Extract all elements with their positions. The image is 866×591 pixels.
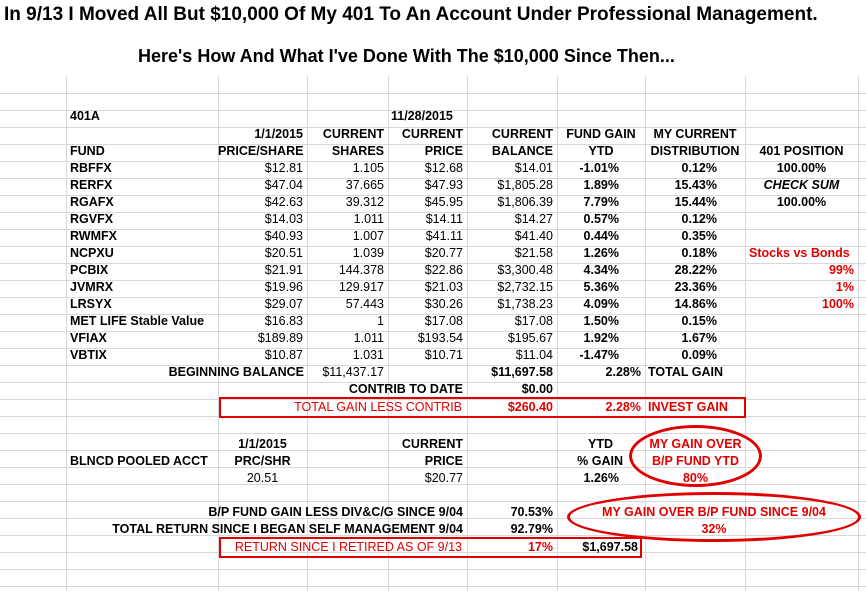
pooled-gain-value: 1.26% (583, 471, 619, 485)
cell-fund: MET LIFE Stable Value (70, 314, 205, 328)
cell-start: $40.93 (264, 229, 303, 243)
page-subtitle: Here's How And What I've Done With The $10,000 Since Then... (138, 46, 675, 66)
cell-shares: 1.031 (352, 348, 384, 362)
beginning-balance-value: $11,437.17 (322, 365, 384, 379)
total-return-label: TOTAL RETURN SINCE I BEGAN SELF MANAGEMENT 9/04 (112, 522, 463, 536)
cell-price: $17.08 (424, 314, 463, 328)
cell-shares: 39.312 (345, 195, 384, 209)
cell-gain: 7.79% (583, 195, 619, 209)
cell-shares: 1.007 (352, 229, 384, 243)
cell-shares: 1.039 (352, 246, 384, 260)
beginning-balance-label: BEGINNING BALANCE (168, 365, 304, 379)
col-price-header-2: PRICE (424, 144, 463, 158)
cell-fund: VFIAX (70, 331, 107, 345)
bonds-pct: 1% (835, 280, 854, 294)
cell-balance: $11.04 (515, 348, 553, 362)
cell-start: $19.96 (264, 280, 303, 294)
cell-shares: 57.443 (345, 297, 384, 311)
cell-start: $29.07 (264, 297, 303, 311)
cell-gain: -1.47% (579, 348, 619, 362)
col-dist-header-1: MY CURRENT (653, 127, 737, 141)
cell-start: $16.83 (264, 314, 303, 328)
pooled-prc-shr: PRC/SHR (234, 454, 291, 468)
cell-balance: $1,806.39 (497, 195, 553, 209)
contrib-value: $0.00 (521, 382, 553, 396)
cell-gain: 5.36% (583, 280, 619, 294)
cell-price: $47.93 (424, 178, 463, 192)
cell-dist: 0.18% (681, 246, 717, 260)
cell-dist: 0.12% (681, 161, 717, 175)
bp-gain-value: 70.53% (510, 505, 553, 519)
pooled-start-value: 20.51 (246, 471, 279, 485)
cell-gain: 4.34% (583, 263, 619, 277)
cell-shares: 1 (377, 314, 384, 328)
cell-dist: 0.09% (681, 348, 717, 362)
cell-start: $189.89 (257, 331, 303, 345)
cell-balance: $1,805.28 (497, 178, 553, 192)
retired-value: $1,697.58 (582, 540, 638, 554)
cell-price: $30.26 (424, 297, 463, 311)
cell-shares: 1.011 (353, 212, 384, 226)
retired-label: RETURN SINCE I RETIRED AS OF 9/13 (234, 540, 462, 554)
pooled-ytd-header: YTD (588, 437, 613, 451)
cell-fund: RBFFX (70, 161, 112, 175)
cell-dist: 14.86% (674, 297, 717, 311)
cell-balance: $21.58 (514, 246, 553, 260)
stocks-bonds-label: Stocks vs Bonds (749, 246, 850, 260)
cell-dist: 15.44% (674, 195, 717, 209)
cell-gain: -1.01% (579, 161, 619, 175)
pooled-current-value: $20.77 (424, 471, 463, 485)
cell-fund: LRSYX (70, 297, 112, 311)
cell-fund: RGAFX (70, 195, 114, 209)
cell-dist: 15.43% (674, 178, 717, 192)
cell-price: $10.71 (424, 348, 463, 362)
cell-gain: 1.50% (583, 314, 619, 328)
cell-price: $22.86 (424, 263, 463, 277)
current-total: $11,697.58 (491, 365, 553, 379)
col-start-header-1: 1/1/2015 (254, 127, 303, 141)
cell-fund: VBTIX (70, 348, 107, 362)
cell-dist: 28.22% (674, 263, 717, 277)
cell-fund: RWMFX (70, 229, 117, 243)
cell-price: $41.11 (425, 229, 463, 243)
col-gain-header-2: YTD (588, 144, 614, 158)
cell-dist: 23.36% (674, 280, 717, 294)
total-gain-label: TOTAL GAIN (648, 365, 723, 379)
pooled-label: BLNCD POOLED ACCT (70, 454, 208, 468)
cell-price: $12.68 (424, 161, 463, 175)
cell-gain: 1.89% (583, 178, 619, 192)
cell-start: $10.87 (264, 348, 303, 362)
cell-balance: $195.67 (507, 331, 553, 345)
pooled-current-header: CURRENT (401, 437, 463, 451)
checksum-label: CHECK SUM (763, 178, 840, 192)
col-position-header: 401 POSITION (759, 144, 844, 158)
stocks-pct: 99% (828, 263, 854, 277)
less-contrib-label: TOTAL GAIN LESS CONTRIB (294, 400, 462, 414)
date-header: 11/28/2015 (391, 109, 453, 123)
cell-shares: 144.378 (338, 263, 384, 277)
cell-fund: RGVFX (70, 212, 114, 226)
cell-price: $14.11 (425, 212, 463, 226)
col-shares-header-1: CURRENT (322, 127, 384, 141)
bp-gain-label: B/P FUND GAIN LESS DIV&C/G SINCE 9/04 (208, 505, 463, 519)
cell-balance: $1,738.23 (497, 297, 553, 311)
cell-price: $20.77 (424, 246, 463, 260)
pooled-pct-gain-header: % GAIN (577, 454, 623, 468)
cell-balance: $2,732.15 (497, 280, 553, 294)
cell-dist: 1.67% (681, 331, 717, 345)
stocks-bonds-total: 100% (822, 297, 854, 311)
cell-fund: PCBIX (70, 263, 109, 277)
cell-start: $21.91 (264, 263, 303, 277)
cell-balance: $41.40 (514, 229, 553, 243)
page-title: In 9/13 I Moved All But $10,000 Of My 401 To An Account Under Professional Management. (4, 4, 818, 25)
cell-balance: $17.08 (514, 314, 553, 328)
cell-shares: 1.011 (353, 331, 384, 345)
contrib-label: CONTRIB TO DATE (348, 382, 463, 396)
ytd-oval-line1: MY GAIN OVER (649, 437, 742, 451)
cell-dist: 0.35% (681, 229, 717, 243)
cell-price: $21.03 (424, 280, 463, 294)
cell-gain: 1.26% (583, 246, 619, 260)
cell-fund: RERFX (70, 178, 113, 192)
cell-gain: 4.09% (583, 297, 619, 311)
invest-gain-pct: 2.28% (605, 400, 641, 414)
cell-balance: $14.01 (514, 161, 553, 175)
pooled-date: 1/1/2015 (238, 437, 287, 451)
col-balance-header-1: CURRENT (491, 127, 553, 141)
total-return-value: 92.79% (510, 522, 553, 536)
col-start-header-2: PRICE/SHARE (218, 144, 304, 158)
position-value-2: 100.00% (776, 195, 827, 209)
col-price-header-1: CURRENT (401, 127, 463, 141)
col-balance-header-2: BALANCE (491, 144, 553, 158)
since-9-04-value: 32% (701, 522, 727, 536)
cell-fund: NCPXU (70, 246, 114, 260)
cell-start: $12.81 (264, 161, 303, 175)
cell-dist: 0.12% (681, 212, 717, 226)
position-value-1: 100.00% (776, 161, 827, 175)
total-gain-pct: 2.28% (605, 365, 641, 379)
cell-gain: 0.44% (583, 229, 619, 243)
account-label: 401A (70, 109, 100, 123)
invest-gain-label: INVEST GAIN (648, 400, 728, 414)
cell-start: $20.51 (264, 246, 303, 260)
col-fund-header: FUND (70, 144, 105, 158)
col-shares-header-2: SHARES (331, 144, 384, 158)
cell-start: $42.63 (264, 195, 303, 209)
col-dist-header-2: DISTRIBUTION (650, 144, 740, 158)
cell-balance: $3,300.48 (497, 263, 553, 277)
retired-pct: 17% (527, 540, 553, 554)
cell-shares: 37.665 (345, 178, 384, 192)
cell-gain: 0.57% (583, 212, 619, 226)
cell-dist: 0.15% (681, 314, 717, 328)
ytd-oval-line2: B/P FUND YTD (651, 454, 740, 468)
ytd-oval-value: 80% (682, 471, 709, 485)
cell-shares: 129.917 (338, 280, 384, 294)
cell-start: $14.03 (264, 212, 303, 226)
since-9-04-text: MY GAIN OVER B/P FUND SINCE 9/04 (602, 505, 826, 519)
cell-balance: $14.27 (514, 212, 553, 226)
cell-price: $45.95 (424, 195, 463, 209)
pooled-price-header: PRICE (424, 454, 463, 468)
col-gain-header-1: FUND GAIN (566, 127, 636, 141)
cell-shares: 1.105 (352, 161, 384, 175)
less-contrib-value: $260.40 (507, 400, 553, 414)
cell-price: $193.54 (417, 331, 463, 345)
cell-fund: JVMRX (70, 280, 114, 294)
cell-gain: 1.92% (583, 331, 619, 345)
cell-start: $47.04 (264, 178, 303, 192)
